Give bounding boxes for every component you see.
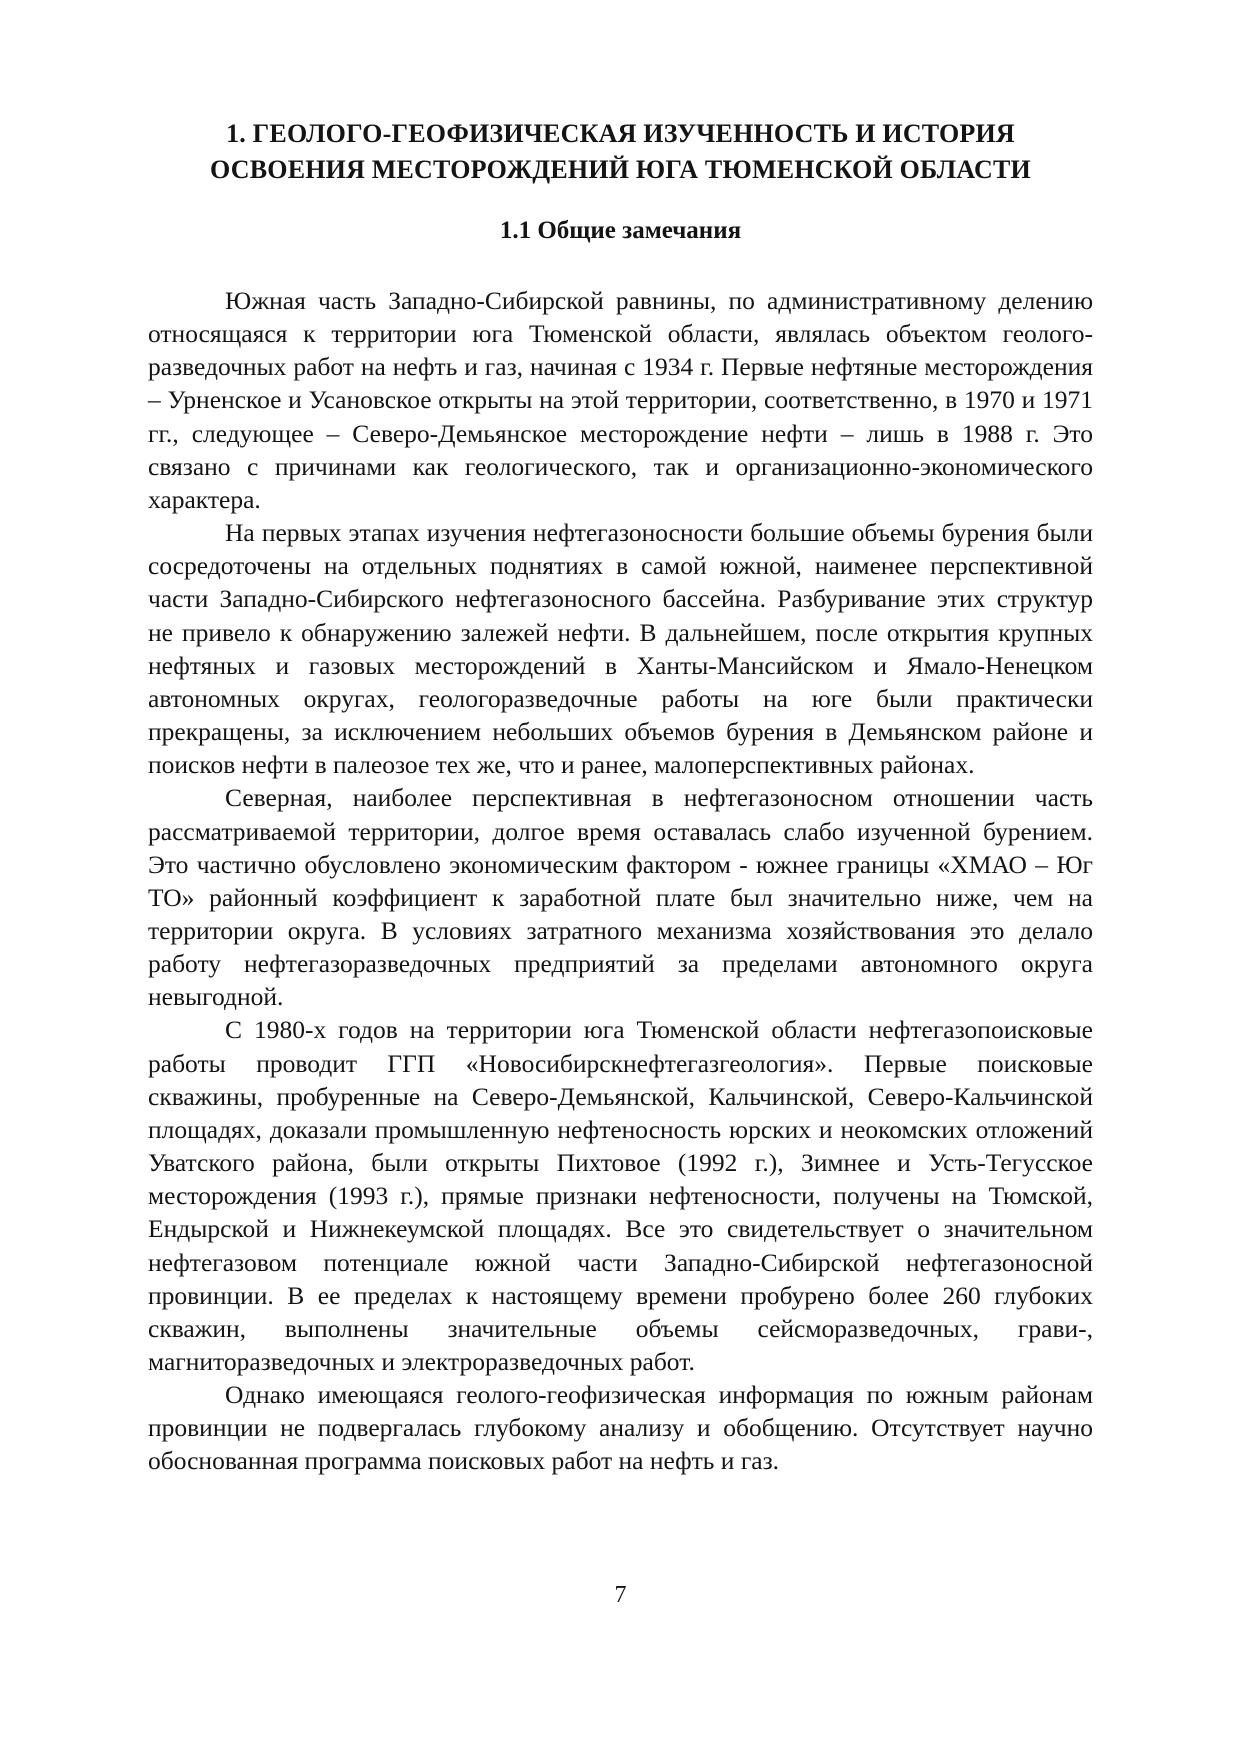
section-title: 1.1 Общие замечания bbox=[499, 217, 742, 244]
paragraph-5: Однако имеющаяся геолого-геофизическая информация по южным районам провинции не подвергалась глубокому анализу и обобщению. Отсутствует научно обоснованная программа поисковых работ на нефть и газ. bbox=[148, 1380, 1093, 1476]
paragraph-4: С 1980-х годов на территории юга Тюменской области нефтегазопоисковые работы проводит ГГП «Новосибирскнефтегазгеология». Первые поисковые скважины, пробуренные на Северо-Демьянской, Кальчинской, Северо-Кальчинской площадях, доказали промышленную нефтеносность юрских и неокомских отложений Уватского района, были открыты Пихтовое (1992 г.), Зимнее и Усть-Тегусское месторождения (1993 г.), прямые признаки нефтеносности, получены на Тюмской, Ендырской и Нижнекеумской площадях. Все это свидетельствует о значительном нефтегазовом потенциале южной части Западно-Сибирской нефтегазоносной провинции. В ее пределах к настоящему времени пробурено более 260 глубоких скважин, выполнены значительные объемы сейсморазведочных, грави-, магниторазведочных и электроразведочных работ. bbox=[148, 1015, 1093, 1376]
paragraph-1: Южная часть Западно-Сибирской равнины, по административному делению относящаяся к территории юга Тюменской области, являлась объектом геолого-разведочных работ на нефть и газ, начиная с 1934 г. Первые нефтяные месторождения – Урненское и Усановское открыты на этой территории, соответственно, в 1970 и 1971 гг., следующее – Северо-Демьянское месторождение нефти – лишь в 1988 г. Это связано с причинами как геологического, так и организационно-экономического характера. bbox=[148, 286, 1093, 514]
chapter-title bbox=[130, 116, 1111, 188]
paragraph-2: На первых этапах изучения нефтегазоносности большие объемы бурения были сосредоточены на отдельных поднятиях в самой южной, наименее перспективной части Западно-Сибирского нефтегазоносного бассейна. Разбуривание этих структур не привело к обнаружению залежей нефти. В дальнейшем, после открытия крупных нефтяных и газовых месторождений в Ханты-Мансийском и Ямало-Ненецком автономных округах, геологоразведочные работы на юге были практически прекращены, за исключением небольших объемов бурения в Демьянском районе и поисков нефти в палеозое тех же, что и ранее, малоперспективных районах. bbox=[148, 518, 1093, 780]
chapter-title-line-1: 1. ГЕОЛОГО-ГЕОФИЗИЧЕСКАЯ ИЗУЧЕННОСТЬ И ИСТОРИЯ bbox=[226, 119, 1015, 148]
chapter-title-line-2: ОСВОЕНИЯ МЕСТОРОЖДЕНИЙ ЮГА ТЮМЕНСКОЙ ОБЛАСТИ bbox=[210, 155, 1031, 184]
paragraph-3: Северная, наиболее перспективная в нефтегазоносном отношении часть рассматриваемой территории, долгое время оставалась слабо изученной бурением. Это частично обусловлено экономическим фактором - южнее границы «ХМАО – Юг ТО» районный коэффициент к заработной плате был значительно ниже, чем на территории округа. В условиях затратного механизма хозяйствования это делало работу нефтегазоразведочных предприятий за пределами автономного округа невыгодной. bbox=[148, 783, 1093, 1012]
page-number: 7 bbox=[614, 1582, 627, 1608]
body-text bbox=[148, 284, 1093, 1478]
